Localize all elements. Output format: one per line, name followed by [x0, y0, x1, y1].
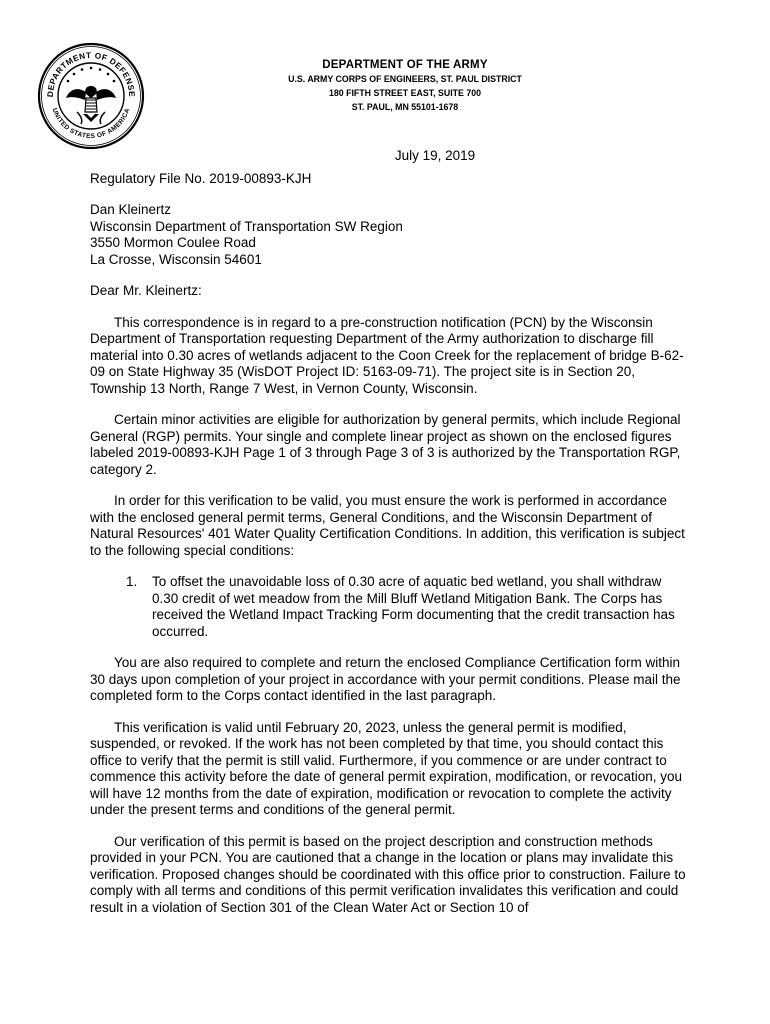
special-condition-text: To offset the unavoidable loss of 0.30 acre of aquatic bed wetland, you shall withdraw 0.30 credit of wet meadow from the Mill Bluff Wetland Mitigation Bank. The Corps has received the Wetland Impact Tracking Form documenting that the credit transaction has occurred. [152, 574, 675, 639]
svg-text:DEPARTMENT OF DEFENSE: DEPARTMENT OF DEFENSE [45, 50, 137, 98]
recipient-street: 3550 Mormon Coulee Road [90, 235, 256, 250]
paragraph-validity: This verification is valid until February 20, 2023, unless the general permit is modified, suspended, or revoked. If the work has not been completed by that time, you should contact this office to verify that the permit is still valid. Furthermore, if you commence or are under contract to commence this activity before the date of general permit expiration, modification, or revocation, you will have 12 months from the date of expiration, modification or revocation to complete the activity under the present terms and conditions of the general permit. [90, 719, 683, 817]
letter-date: July 19, 2019 [394, 148, 476, 163]
letterhead [240, 58, 570, 114]
letter-body [90, 148, 690, 931]
recipient-address [90, 202, 690, 268]
salutation: Dear Mr. Kleinertz: [90, 283, 202, 298]
letterhead-street: 180 FIFTH STREET EAST, SUITE 700 [328, 88, 482, 98]
paragraph-general-permits: Certain minor activities are eligible for authorization by general permits, which include Regional General (RGP) permits. Your single and complete linear project as shown on the enclosed figures labeled 2019-00893-KJH Page 1 of 3 through Page 3 of 3 is authorized by the Transportation RGP, category 2. [90, 412, 681, 477]
letterhead-district: U.S. ARMY CORPS OF ENGINEERS, ST. PAUL DISTRICT [288, 74, 522, 84]
recipient-organization: Wisconsin Department of Transportation SW Region [90, 218, 403, 234]
paragraph-pcn: This correspondence is in regard to a pre-construction notification (PCN) by the Wisconsin Department of Transportation requesting Department of the Army authorization to discharge fill material into 0.30 acres of wetlands adjacent to the Coon Creek for the replacement of bridge B-62-09 on State Highway 35 (WisDOT Project ID: 5163-09-71). The project site is in Section 20, Township 13 North, Range 7 West, in Vernon County, Wisconsin. [90, 314, 684, 396]
dod-seal-logo [37, 42, 145, 150]
recipient-name: Dan Kleinertz [90, 202, 172, 217]
recipient-city: La Crosse, Wisconsin 54601 [90, 251, 262, 267]
special-condition-number: 1. [126, 574, 138, 589]
letterhead-city: ST. PAUL, MN 55101-1678 [351, 102, 459, 112]
special-condition-item [126, 574, 690, 640]
paragraph-verification-conditions: In order for this verification to be valid, you must ensure the work is performed in accordance with the enclosed general permit terms, General Conditions, and the Wisconsin Department of Natural Resources' 401 Water Quality Certification Conditions. In addition, this verification is subject to the following special conditions: [90, 493, 685, 558]
letterhead-department: DEPARTMENT OF THE ARMY [322, 59, 488, 71]
paragraph-compliance-certification: You are also required to complete and return the enclosed Compliance Certification form within 30 days upon completion of your project in accordance with your permit conditions. Please mail the completed form to the Corps contact identified in the last paragraph. [90, 655, 681, 703]
regulatory-file-number: Regulatory File No. 2019-00893-KJH [90, 170, 312, 186]
svg-text:UNITED STATES OF AMERICA: UNITED STATES OF AMERICA [50, 107, 132, 141]
paragraph-verification-basis: Our verification of this permit is based on the project description and construction methods provided in your PCN. You are cautioned that a change in the location or plans may invalidate this verification. Proposed changes should be coordinated with this office prior to construction. Failure to comply with all terms and conditions of this permit verification invalidates this verification and could result in a violation of Section 301 of the Clean Water Act or Section 10 of [90, 833, 686, 915]
